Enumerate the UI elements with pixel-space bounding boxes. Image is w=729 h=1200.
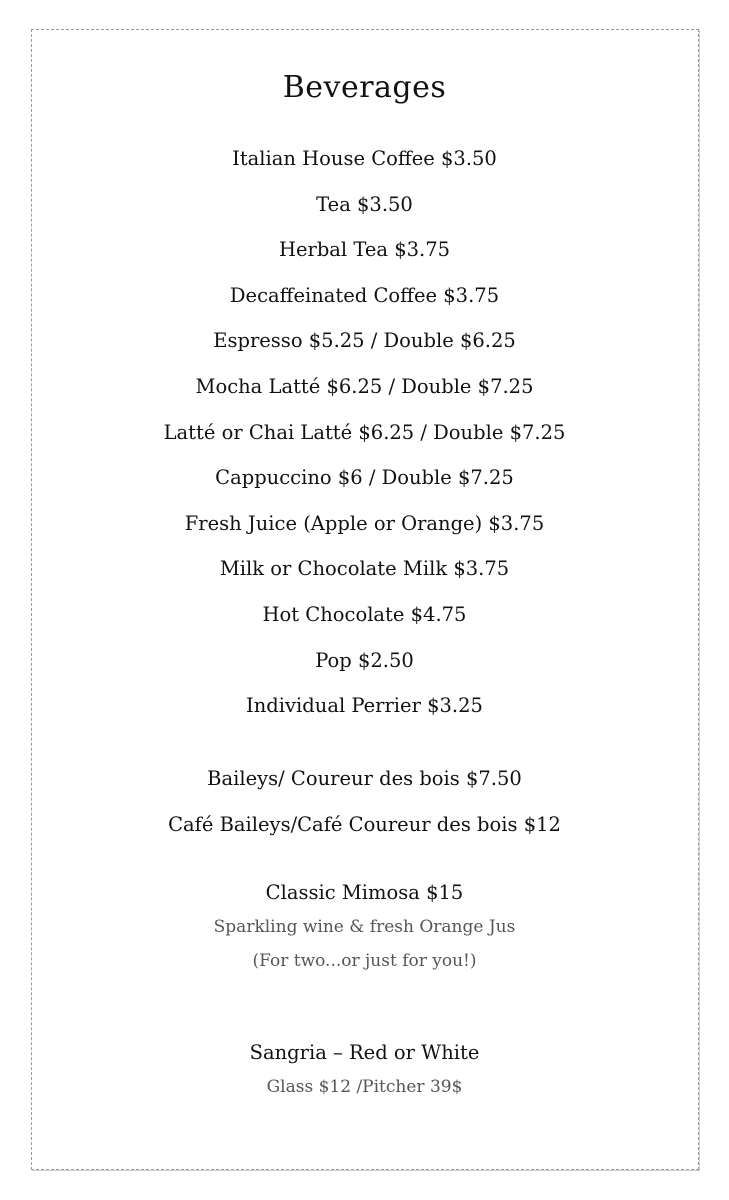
menu-item: Italian House Coffee $3.50 xyxy=(232,147,497,170)
menu-item: Decaffeinated Coffee $3.75 xyxy=(229,283,500,307)
menu-item: Tea $3.50 xyxy=(316,192,413,216)
menu-item: Mocha Latté $6.25 / Double $7.25 xyxy=(195,374,534,398)
mimosa-name: Classic Mimosa $15 xyxy=(265,881,464,904)
sangria-section xyxy=(0,1036,729,1104)
mimosa-description: Sparkling wine & fresh Orange Jus xyxy=(213,917,516,937)
menu-item: Individual Perrier $3.25 xyxy=(246,694,483,718)
menu-item: Latté or Chai Latté $6.25 / Double $7.25 xyxy=(163,420,566,444)
menu-item: Hot Chocolate $4.75 xyxy=(262,602,467,626)
menu-item: Herbal Tea $3.75 xyxy=(278,238,451,262)
sangria-name: Sangria – Red or White xyxy=(249,1041,480,1064)
menu-item: Cappuccino $6 / Double $7.25 xyxy=(215,466,514,490)
liqueur-list xyxy=(0,756,729,848)
beverage-list xyxy=(0,136,729,729)
mimosa-section xyxy=(0,876,729,978)
menu-item: Espresso $5.25 / Double $6.25 xyxy=(213,329,516,353)
menu-item: Café Baileys/Café Coureur des bois $12 xyxy=(168,813,561,836)
menu-item: Milk or Chocolate Milk $3.75 xyxy=(219,557,510,581)
menu-item: Baileys/ Coureur des bois $7.50 xyxy=(207,767,522,790)
page-title: Beverages xyxy=(282,70,447,105)
menu-item: Fresh Juice (Apple or Orange) $3.75 xyxy=(184,511,545,535)
mimosa-note: (For two...or just for you!) xyxy=(252,951,477,971)
menu-item: Pop $2.50 xyxy=(315,648,414,672)
sangria-prices: Glass $12 /Pitcher 39$ xyxy=(266,1077,463,1097)
